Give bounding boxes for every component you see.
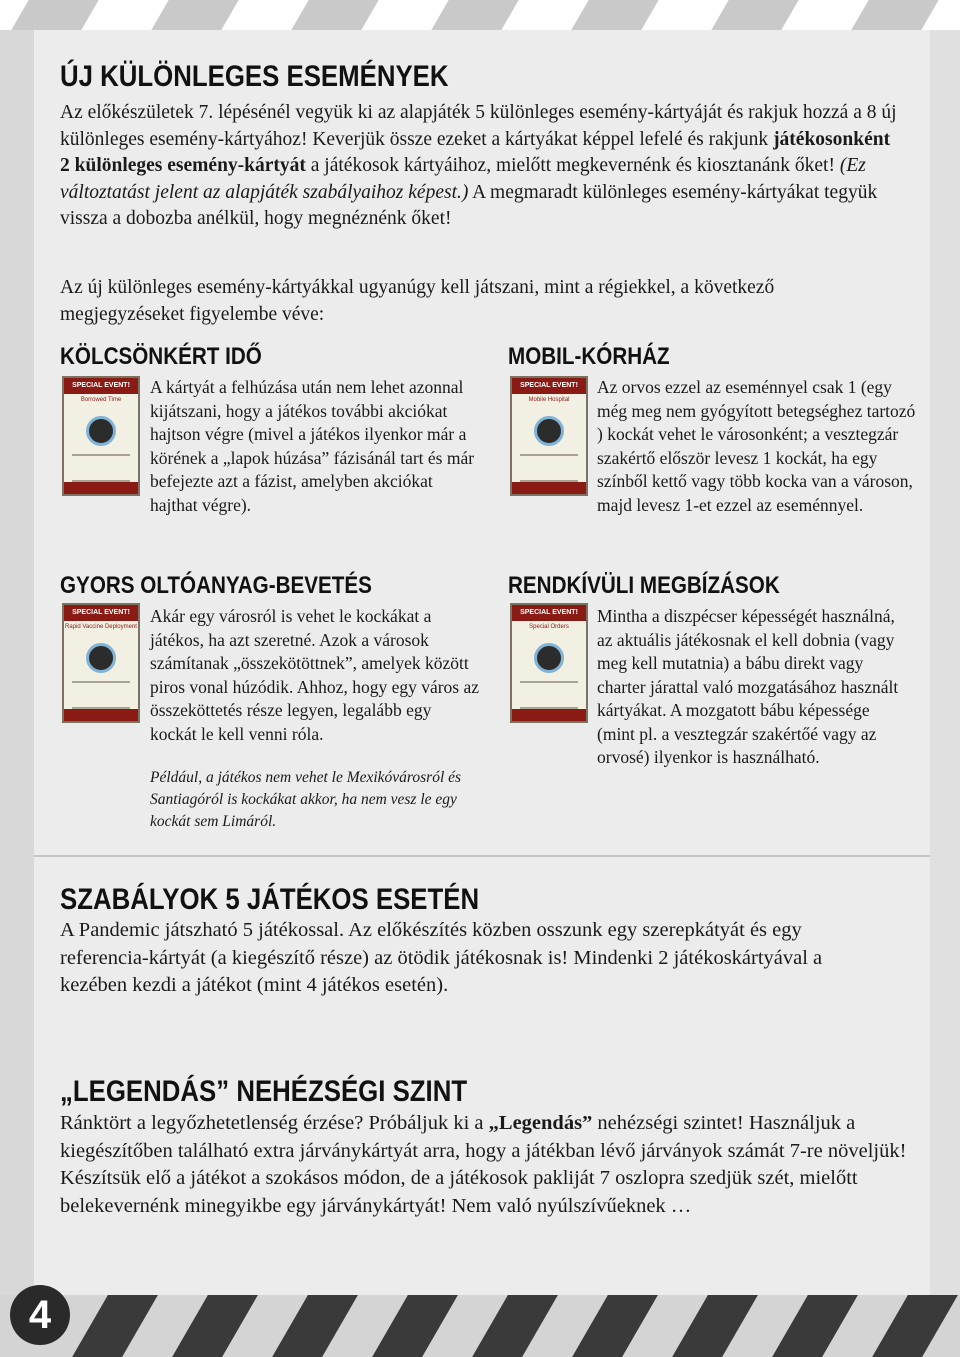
section-divider xyxy=(34,855,930,857)
page-number: 4 xyxy=(10,1285,70,1345)
card-image-mobile-hospital xyxy=(510,376,588,496)
intro-text-2: a játékosok kártyáihoz, mielőtt megkevernénk és kiosztanánk őket! xyxy=(305,155,840,176)
card-name: Rapid Vaccine Deployment xyxy=(65,624,137,630)
card-image-special-orders xyxy=(510,603,588,723)
clock-icon xyxy=(86,416,116,446)
card-text-special-orders: Mintha a diszpécser képességét használná, az aktuális játékosnak el kell dobnia (vagy meg kell mutatnia) a bábu direkt vagy charter járattal való mozgatásához használt kártyákat. A mozgatott bábu képessége (mint pl. a vesztegzár szakértőé vagy az orvosé) ilyenkor is használható. xyxy=(597,606,899,767)
card-text-rapid-vaccine: Akár egy városról is vehet le kockákat a játékos, ha azt szeretné. Azok a városok számítanak „összekötöttnek”, amelyek között piros vonal húzódik. Ahhoz, hogy egy város az összeköttetés része legyen, legalább egy kockát le kell venni róla. xyxy=(150,606,480,744)
section-title-legendary: „LEGENDÁS” NEHÉZSÉGI SZINT xyxy=(60,1075,468,1108)
legendary-text-2: nehézségi szintet! Használjuk a kiegészítőben található extra járványkártyát arra, hogy a játékban lévő járványok számát 7-re növeljük! Készítsük elő a játékot a szokásos módon, de a játékosok pakliját 7 oszlopra szedjük szét, mielőtt belekevernénk minegyikbe egy járványkártyát! Nem való nyúlszívűeknek … xyxy=(60,1112,907,1217)
card-image-borrowed-time xyxy=(62,376,140,496)
special-events-remarks: Az új különleges esemény-kártyákkal ugyanúgy kell játszani, mint a régiekkel, a következő megjegyzéseket figyelembe véve: xyxy=(60,277,775,325)
card-header: SPECIAL EVENT! xyxy=(512,378,586,394)
intro-text-3: A megmaradt különleges esemény-kártyákat tegyük vissza a dobozba anélkül, hogy megnéznénk őket! xyxy=(60,181,878,229)
intro-italic-note: (Ez változtatást jelent az alapjáték szabályaihoz képest.) xyxy=(60,155,866,203)
card-example-rapid-vaccine: Például, a játékos nem vehet le Mexikóvárosról és Santiagóról is kockákat akkor, ha nem vesz le egy kockát sem Limáról. xyxy=(150,769,462,830)
bottom-stripe-band xyxy=(0,1295,960,1357)
right-margin-strip xyxy=(930,30,960,1295)
card-header: SPECIAL EVENT! xyxy=(512,605,586,621)
card-title-rapid-vaccine: GYORS OLTÓANYAG-BEVETÉS xyxy=(60,572,372,599)
section-title-five-players: SZABÁLYOK 5 JÁTÉKOS ESETÉN xyxy=(60,883,480,916)
card-title-special-orders: RENDKÍVÜLI MEGBÍZÁSOK xyxy=(508,572,780,599)
card-header: SPECIAL EVENT! xyxy=(64,605,138,621)
card-image-rapid-vaccine xyxy=(62,603,140,723)
card-text-mobile-hospital: Az orvos ezzel az eseménnyel csak 1 (egy még meg nem gyógyított betegséghez tartozó ) kockát vehet le városonként; a vesztegzár szakértő először levesz 1 kockát, ha egy színből kettő vagy több kocka van a városon, majd levesz 1-et ezzel az eseménnyel. xyxy=(597,377,916,515)
card-text-borrowed-time: A kártyát a felhúzása után nem lehet azonnal kijátszani, hogy a játékos további akciókat hajtson végre (mivel a játékos ilyenkor már a körének a „lapok húzása” fázisánál tart és már befejezte azt a fázist, amelyben akciókat hajthat végre). xyxy=(150,377,475,515)
intro-text-1: Az előkészületek 7. lépésénél vegyük ki az alapjáték 5 különleges esemény-kártyáját és rakjuk hozzá a 8 új különleges esemény-kártyához! Keverjük össze ezeket a kártyákat képpel lefelé és rakjunk xyxy=(60,102,897,150)
vaccine-icon xyxy=(86,643,116,673)
top-stripe-band xyxy=(0,0,960,30)
ambulance-icon xyxy=(534,416,564,446)
legendary-bold: „Legendás” xyxy=(488,1112,593,1134)
five-players-text: A Pandemic játszható 5 játékossal. Az előkészítés közben osszunk egy szerepkátyát és egy referencia-kártyát (a kiegészítő része) az ötödik játékosnak is! Mindenki 2 játékoskártyával a kezében kezdi a játékot (mint 4 játékos esetén). xyxy=(60,919,823,996)
card-name: Borrowed Time xyxy=(80,397,122,403)
card-header: SPECIAL EVENT! xyxy=(64,378,138,394)
left-margin-strip xyxy=(0,30,34,1295)
special-events-intro xyxy=(60,100,900,233)
card-name: Mobile Hospital xyxy=(528,397,570,403)
card-title-borrowed-time: KÖLCSÖNKÉRT IDŐ xyxy=(60,343,262,370)
section-title-special-events: ÚJ KÜLÖNLEGES ESEMÉNYEK xyxy=(60,60,449,93)
legendary-text-1: Ránktört a legyőzhetetlenség érzése? Próbáljuk ki a xyxy=(60,1112,489,1134)
card-title-mobile-hospital: MOBIL-KÓRHÁZ xyxy=(508,343,670,370)
intro-bold: játékosonként 2 különleges esemény-kártyát xyxy=(60,128,891,176)
phone-icon xyxy=(534,643,564,673)
card-name: Special Orders xyxy=(529,624,569,630)
legendary-text xyxy=(60,1110,920,1220)
